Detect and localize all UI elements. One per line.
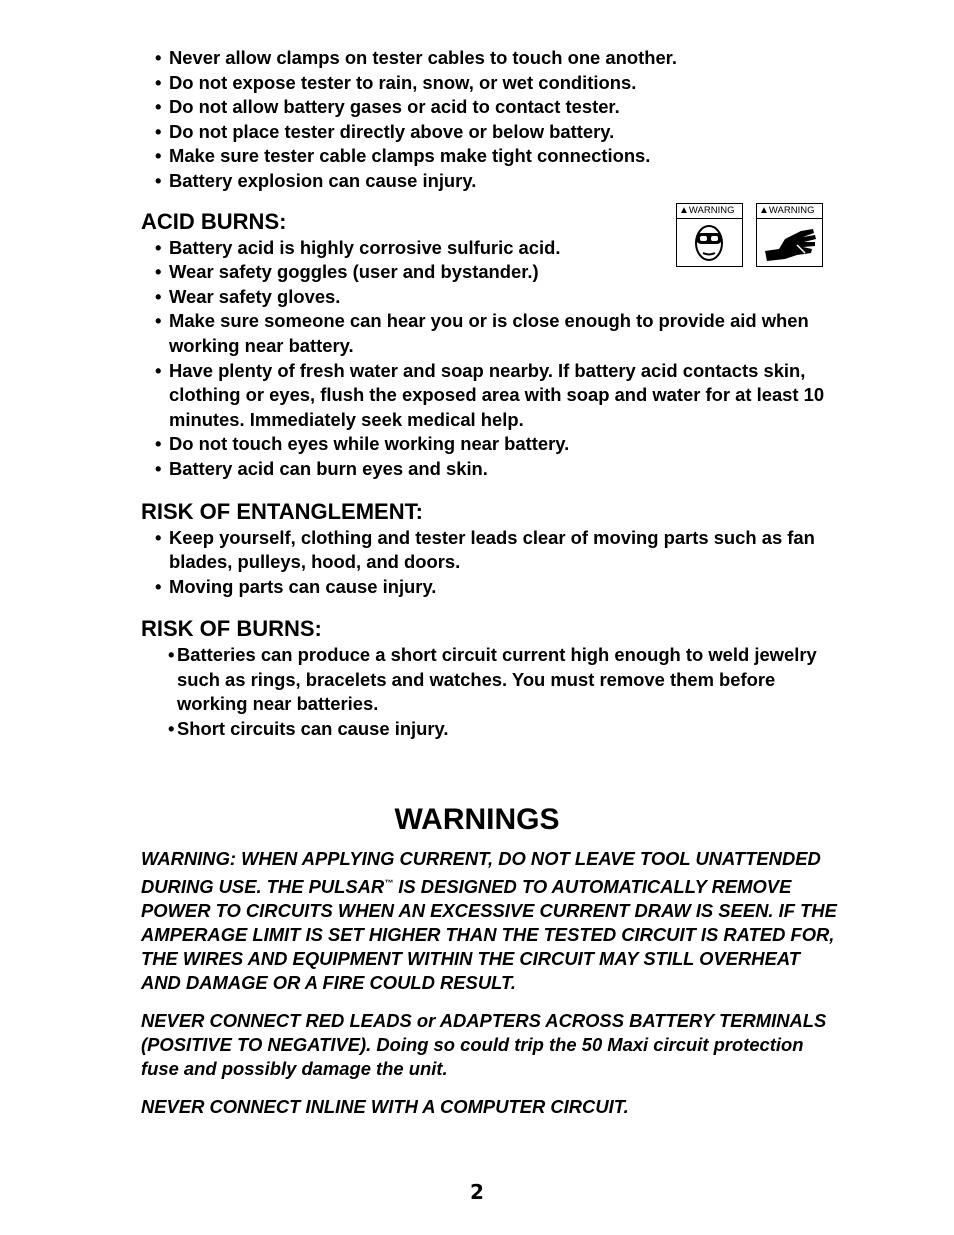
- list-item: • Make sure someone can hear you or is close enough to provide aid when working near battery.: [141, 309, 831, 358]
- sign-label: WARNING: [768, 205, 815, 216]
- glove-warning-sign: [756, 203, 823, 267]
- goggles-icon: [677, 219, 742, 266]
- warning-paragraph: WARNING: WHEN APPLYING CURRENT, DO NOT LEAVE TOOL UNATTENDED DURING USE. THE PULSAR™ IS DESIGNED TO AUTOMATICALLY REMOVE POWER TO CIRCUITS WHEN AN EXCESSIVE CURRENT DRAW IS SEEN. IF THE AMPERAGE LIMIT IS SET HIGHER THAN THE TESTED CIRCUIT IS RATED FOR, THE WIRES AND EQUIPMENT WITHIN THE CIRCUIT MAY STILL OVERHEAT AND DAMAGE OR A FIRE COULD RESULT.: [141, 848, 837, 994]
- safety-content: [141, 46, 831, 742]
- warning-signs: [676, 203, 823, 267]
- goggles-warning-sign: [676, 203, 743, 267]
- list-item: • Do not place tester directly above or below battery.: [141, 120, 831, 145]
- list-item: • Moving parts can cause injury.: [141, 575, 831, 600]
- list-item: • Do not expose tester to rain, snow, or wet conditions.: [141, 71, 831, 96]
- list-item: • Short circuits can cause injury.: [141, 717, 831, 742]
- acid-burns-heading: ACID BURNS:: [141, 208, 287, 234]
- list-item: • Make sure tester cable clamps make tight connections.: [141, 144, 831, 169]
- acid-burns-list: [141, 236, 831, 482]
- entanglement-heading: RISK OF ENTANGLEMENT:: [141, 498, 423, 524]
- page-number: 2: [470, 1180, 484, 1204]
- sign-label: WARNING: [688, 205, 735, 216]
- list-item: • Battery explosion can cause injury.: [141, 169, 831, 194]
- general-safety-list: [141, 46, 831, 194]
- list-item: • Wear safety gloves.: [141, 285, 831, 310]
- warning-triangle-icon: ▲: [679, 205, 689, 216]
- list-item: • Keep yourself, clothing and tester leads clear of moving parts such as fan blades, pulleys, hood, and doors.: [141, 526, 831, 575]
- list-item: • Do not allow battery gases or acid to contact tester.: [141, 95, 831, 120]
- warnings-body: [141, 847, 841, 1133]
- list-item: • Do not touch eyes while working near battery.: [141, 432, 831, 457]
- entanglement-list: [141, 526, 831, 600]
- list-item: • Wear safety goggles (user and bystander.): [141, 260, 831, 285]
- warning-triangle-icon: ▲: [759, 205, 769, 216]
- list-item: • Never allow clamps on tester cables to touch one another.: [141, 46, 831, 71]
- warnings-title: WARNINGS: [394, 803, 560, 836]
- glove-icon: [757, 219, 822, 266]
- warning-paragraph: NEVER CONNECT INLINE WITH A COMPUTER CIRCUIT.: [141, 1096, 629, 1118]
- list-item: • Battery acid can burn eyes and skin.: [141, 457, 831, 482]
- burns-list: [141, 643, 831, 741]
- list-item: • Battery acid is highly corrosive sulfuric acid.: [141, 236, 831, 261]
- trademark-mark: ™: [384, 878, 394, 888]
- burns-heading: RISK OF BURNS:: [141, 616, 322, 642]
- list-item: • Batteries can produce a short circuit current high enough to weld jewelry such as rings, bracelets and watches. You must remove them before working near batteries.: [141, 643, 831, 717]
- warning-paragraph: NEVER CONNECT RED LEADS or ADAPTERS ACROSS BATTERY TERMINALS (POSITIVE TO NEGATIVE). Doing so could trip the 50 Maxi circuit protection fuse and possibly damage the unit.: [141, 1010, 827, 1080]
- list-item: • Have plenty of fresh water and soap nearby. If battery acid contacts skin, clothing or eyes, flush the exposed area with soap and water for at least 10 minutes. Immediately seek medical help.: [141, 359, 831, 433]
